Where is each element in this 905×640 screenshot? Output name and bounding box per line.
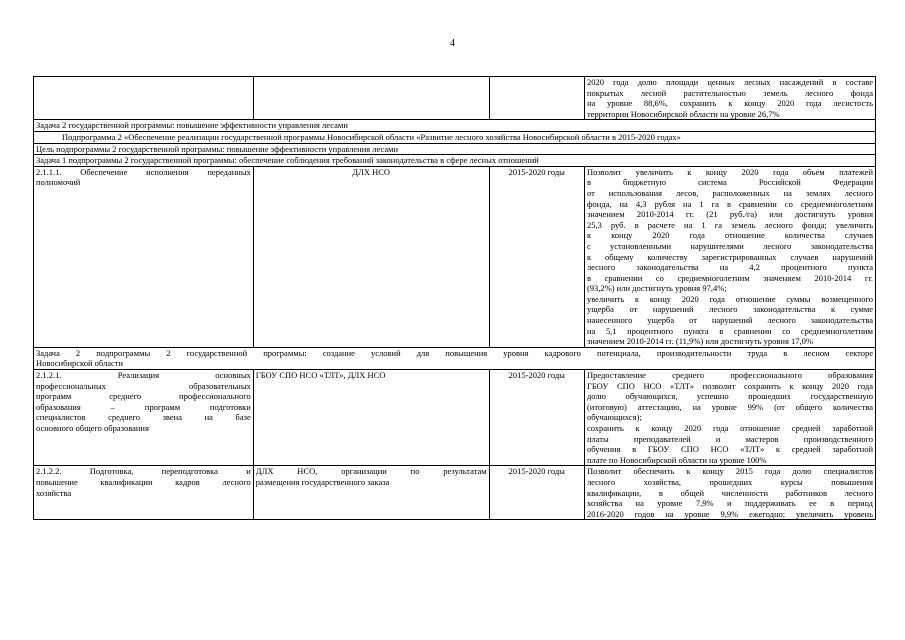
executor-cell bbox=[253, 77, 489, 120]
activity-cell bbox=[34, 77, 254, 120]
period-cell: 2015-2020 годы bbox=[489, 370, 584, 466]
period-cell bbox=[489, 77, 584, 120]
task-2-subprogram-2-heading: Задача 2 подпрограммы 2 государственной программы: создание условий для повышения уровня кадрового потенциала, производительности труда в лесном секторе Новосибирской области bbox=[34, 347, 876, 369]
result-cell: Предоставление среднего профессионального образования ГБОУ СПО НСО «ТЛТ» позволит сохранить к концу 2020 года долю обучающихся, успешно прошедших государственную (итоговую) аттестацию, на уровне 99% (от общего количества обучающихся); сохранить к концу 2020 года отношение средней заработной платы преподавателей и мастеров производственного обучения в ГБОУ СПО НСО «ТЛТ» к средней заработной плате по Новосибирской области на уровне 100% bbox=[584, 370, 875, 466]
program-table bbox=[33, 76, 876, 520]
executor-cell: ДЛХ НСО bbox=[253, 166, 489, 347]
table-row bbox=[34, 155, 876, 167]
task-2-program-heading: Задача 2 государственной программы: повышение эффективности управления лесами bbox=[34, 120, 876, 132]
table-row bbox=[34, 166, 876, 347]
goal-subprogram-2-heading: Цель подпрограммы 2 государственной программы: повышение эффективности управления лесами bbox=[34, 143, 876, 155]
result-cell: 2020 года долю площади ценных лесных насаждений в составе покрытых лесной растительностью земель лесного фонда на уровне 88,6%, сохранить к концу 2020 года лесистость территории Новосибирской области на уровне 26,7% bbox=[584, 77, 875, 120]
activity-cell: 2.1.2.1. Реализация основных профессиональных образовательных программ среднего профессионального образования – программ подготовки специалистов среднего звена на базе основного общего образования bbox=[34, 370, 254, 466]
table-row bbox=[34, 143, 876, 155]
task-1-subprogram-2-heading: Задача 1 подпрограммы 2 государственной программы: обеспечение соблюдения требований законодательства в сфере лесных отношений bbox=[34, 155, 876, 167]
table-row bbox=[34, 131, 876, 143]
activity-cell: 2.1.1.1. Обеспечение исполнения переданных полномочий bbox=[34, 166, 254, 347]
period-cell: 2015-2020 годы bbox=[489, 466, 584, 520]
activity-cell: 2.1.2.2. Подготовка, переподготовка и повышение квалификации кадров лесного хозяйства bbox=[34, 466, 254, 520]
table-row bbox=[34, 466, 876, 520]
page-number: 4 bbox=[450, 38, 455, 49]
subprogram-2-heading: Подпрограмма 2 «Обеспечение реализации государственной программы Новосибирской области «Развитие лесного хозяйства Новосибирской области в 2015-2020 годах» bbox=[34, 131, 876, 143]
result-cell: Позволит обеспечить к концу 2015 года долю специалистов лесного хозяйства, прошедших курсы повышения квалификации, в общей численности работников лесного хозяйства на уровне 7,9% и поддерживать ее в период 2016-2020 годов на уровне 9,9% ежегодно; увеличить уровень bbox=[584, 466, 875, 520]
table-row bbox=[34, 77, 876, 120]
period-cell: 2015-2020 годы bbox=[489, 166, 584, 347]
table-row bbox=[34, 347, 876, 369]
table-row bbox=[34, 370, 876, 466]
table-row bbox=[34, 120, 876, 132]
result-cell: Позволит увеличить к концу 2020 года объем платежей в бюджетную система Российской Федерации от использования лесов, расположенных на землях лесного фонда, на 4,3 рубля на 1 га в сравнении со среднемноголетним значением 2010-2014 гг. (21 руб./га) или достигнуть уровня 25,3 руб. в расчете на 1 га земель лесного фонда; увеличить к концу 2020 года отношение количества случаев с установленными нарушителями лесного законодательства к общему количеству зарегистрированных случаев нарушений лесного законодательства на 4,2 процентного пункта в сравнении со среднемноголетним значением 2010-2014 гг. (93,2%) или достигнуть уровня 97,4%; увеличить к концу 2020 года отношение суммы возмещенного ущерба от нарушений лесного законодательства к сумме нанесенного ущерба от нарушений лесного законодательства на 5,1 процентного пункта в сравнении со среднемноголетним значением 2010-2014 гг. (11,9%) или достигнуть уровня 17,0% bbox=[584, 166, 875, 347]
executor-cell: ГБОУ СПО НСО «ТЛТ», ДЛХ НСО bbox=[253, 370, 489, 466]
executor-cell: ДЛХ НСО, организации по результатам размещения государственного заказа bbox=[253, 466, 489, 520]
